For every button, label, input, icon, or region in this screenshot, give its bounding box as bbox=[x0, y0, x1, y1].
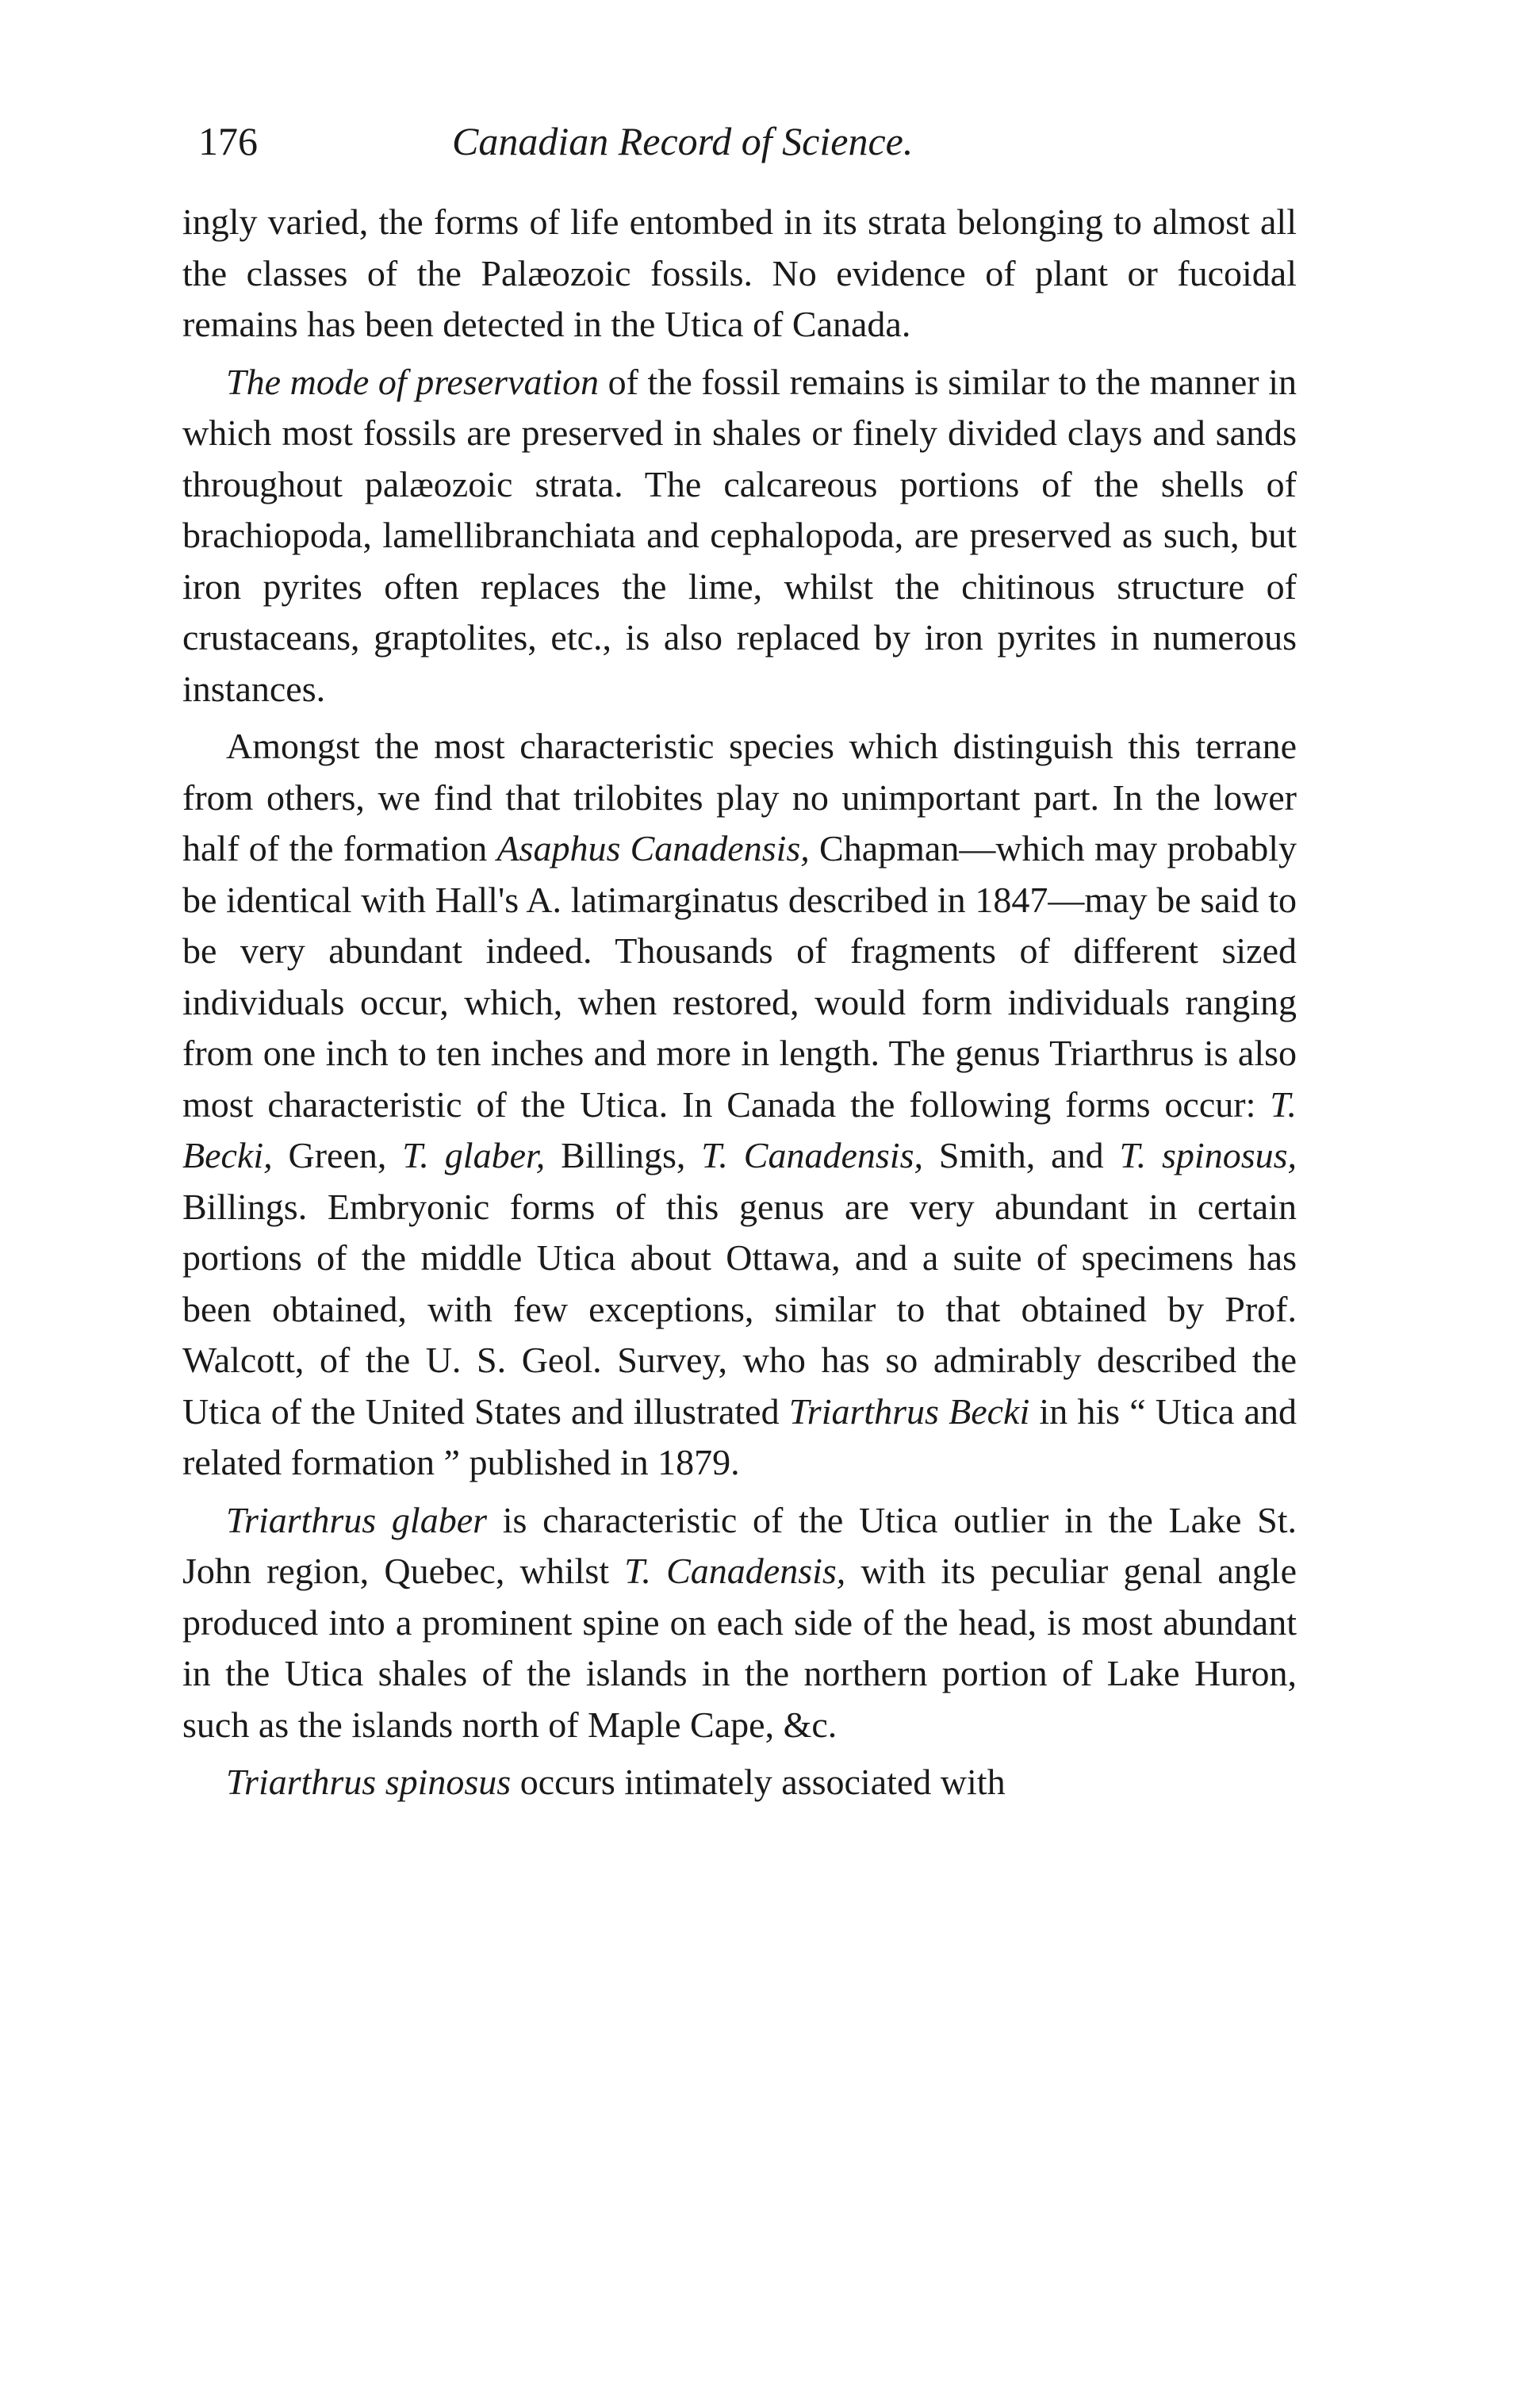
text-run: Billings. Embryonic forms of this genus are very abundant in certain portions of the middle Utica about Ottawa, and a suite of specimens has been obtained, with few exceptions, similar to that obtained by Prof. Walcott, of the U. S. Geol. Survey, who has so admirably described the Utica of the United States and illustrated bbox=[182, 1186, 1297, 1432]
italic-run: T. glaber, bbox=[402, 1135, 546, 1175]
text-run: Smith, and bbox=[923, 1135, 1120, 1175]
italic-run: T. Canadensis, bbox=[701, 1135, 923, 1175]
text-run: ingly varied, the forms of life entombed in its strata belonging to almost all the classes of the Palæozoic fossils. No evidence of plant or fucoidal remains has been detected in the Utica of Canada. bbox=[182, 201, 1297, 344]
italic-run: T. spinosus, bbox=[1119, 1135, 1297, 1175]
text-run: Amongst the most characteristic species which distinguish this terrane from others, we find that trilobites play no unimportant part. In the lower half of the formation bbox=[182, 726, 1297, 868]
page-header bbox=[198, 109, 1309, 173]
paragraph bbox=[182, 357, 1297, 715]
text-run: is characteristic of the Utica outlier in the Lake St. John region, Quebec, whilst bbox=[182, 1499, 1297, 1591]
body-text bbox=[182, 197, 1297, 1815]
italic-run: T. Canadensis, bbox=[624, 1551, 846, 1591]
italic-run: The mode of preservation bbox=[226, 361, 600, 402]
text-run: Green, bbox=[272, 1135, 403, 1175]
paragraph bbox=[182, 721, 1297, 1489]
italic-run: T. Becki, bbox=[182, 1083, 1297, 1175]
text-run: in his “ Utica and related formation ” published in 1879. bbox=[182, 1390, 1297, 1482]
italic-run: Triarthrus Becki bbox=[788, 1390, 1030, 1432]
text-run: occurs intimately associated with bbox=[511, 1762, 1006, 1802]
italic-run: Asaphus Canadensis, bbox=[496, 828, 810, 868]
paragraph bbox=[182, 1495, 1297, 1751]
paragraph bbox=[182, 1757, 1297, 1808]
page-number: 176 bbox=[198, 119, 258, 163]
text-run: Billings, bbox=[545, 1135, 702, 1175]
running-title: Canadian Record of Science. bbox=[452, 119, 914, 163]
paragraph bbox=[182, 197, 1297, 351]
text-run: with its peculiar genal angle produced into a prominent spine on each side of the head, is most abundant in the Utica shales of the islands in the northern portion of Lake Huron, such as the islands north of Maple Cape, &c. bbox=[182, 1551, 1297, 1745]
text-run: of the fossil remains is similar to the manner in which most fossils are preserved in shales or finely divided clays and sands throughout palæozoic strata. The calcareous portions of the shells of brachiopoda, lamellibranchiata and cephalopoda, are preserved as such, but iron pyrites often replaces the lime, whilst the chitinous structure of crustaceans, graptolites, etc., is also replaced by iron pyrites in numerous instances. bbox=[182, 361, 1297, 709]
italic-run: Triarthrus spinosus bbox=[226, 1762, 512, 1802]
italic-run: Triarthrus glaber bbox=[226, 1499, 488, 1540]
text-run: Chapman—which may probably be identical with Hall's A. latimarginatus described in 1847—may be said to be very abundant indeed. Thousands of fragments of different sized individuals occur, which, when restored, would form individuals ranging from one inch to ten inches and more in length. The genus Triarthrus is also most characteristic of the Utica. In Canada the following forms occur: bbox=[182, 828, 1297, 1125]
